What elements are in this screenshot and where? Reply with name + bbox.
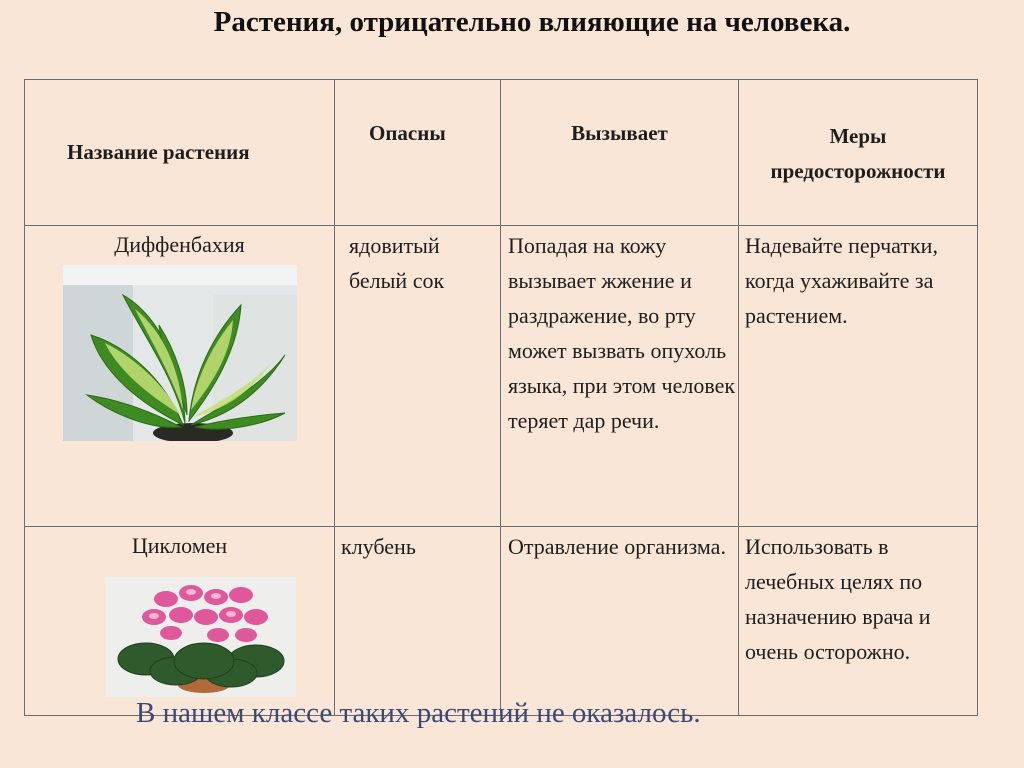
header-measures: Меры предосторожности [739,80,978,226]
header-danger: Опасны [335,80,501,226]
table-row [25,527,978,716]
cyclamen-photo [106,577,296,697]
header-name: Название растения [25,80,335,226]
table-row [25,226,978,527]
cell-measures: Использовать в лечебных целях по назначению врача и очень осторожно. [739,527,978,716]
cell-danger: клубень [335,527,501,716]
cell-causes: Отравление организма. [501,527,739,716]
plant-name: Цикломен [131,533,228,558]
plant-name: Диффенбахия [114,232,245,257]
plants-table [24,79,978,716]
cell-plant-name [25,226,335,527]
footer-note: В нашем классе таких растений не оказалось. [136,697,701,729]
cell-causes: Попадая на кожу вызывает жжение и раздражение, во рту может вызвать опухоль языка, при этом человек теряет дар речи. [501,226,739,527]
cell-danger: ядовитый белый сок [335,226,501,527]
cell-measures: Надевайте перчатки, когда ухаживайте за растением. [739,226,978,527]
header-causes: Вызывает [501,80,739,226]
table-header-row [25,80,978,226]
page-title: Растения, отрицательно влияющие на человека. [213,6,851,38]
cell-plant-name [25,527,335,716]
dieffenbachia-photo [63,265,297,441]
